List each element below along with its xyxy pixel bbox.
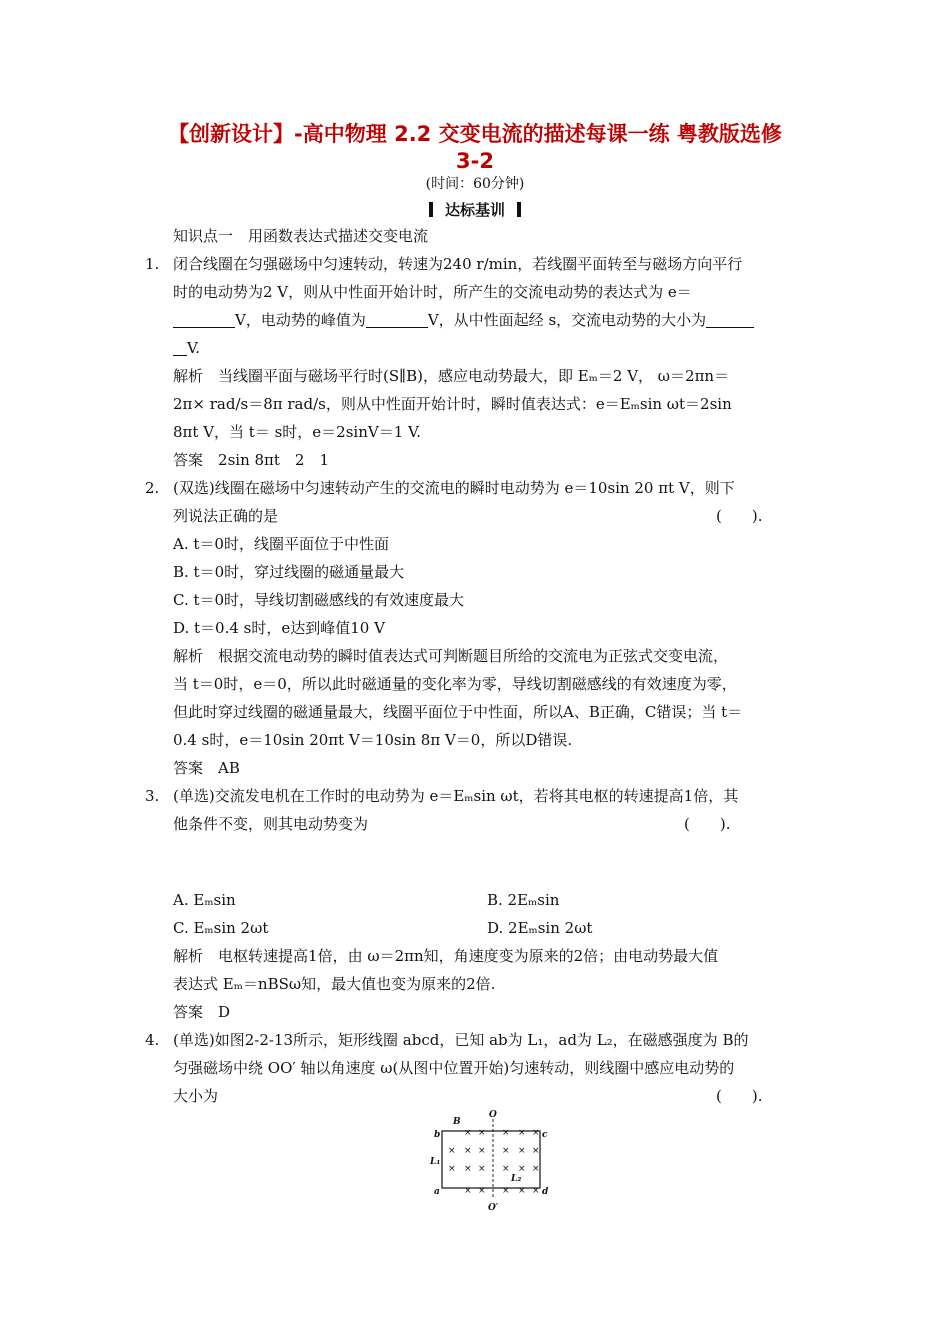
q1-analysis-1: 解析 当线圈平面与磁场平行时(S∥B)，感应电动势最大，即 Eₘ＝2 V， ω＝2πn＝ [173, 367, 730, 385]
field-mark: × [532, 1146, 540, 1156]
q4-line-2: 匀强磁场中绕 OO′ 轴以角速度 ω(从图中位置开始)匀速转动，则线圈中感应电动势的 [173, 1059, 735, 1077]
q2-number: 2. [145, 479, 160, 497]
field-mark: × [464, 1186, 472, 1196]
field-mark: × [532, 1186, 540, 1196]
coil-diagram [425, 1107, 555, 1212]
field-mark: × [464, 1164, 472, 1174]
field-mark: × [502, 1128, 510, 1138]
coil-rectangle [442, 1131, 540, 1188]
page-title [0, 121, 950, 175]
q3-line-2: 他条件不变，则其电动势变为 [173, 815, 369, 833]
field-mark: × [532, 1164, 540, 1174]
coil-figure [425, 1107, 555, 1212]
banner-left-bar [429, 202, 433, 217]
q3-analysis-1: 解析 电枢转速提高1倍，由 ω＝2πn知，角速度变为原来的2倍；由电动势最大值 [173, 947, 719, 965]
q1-analysis-2: 2π× rad/s＝8π rad/s，则从中性面开始计时，瞬时值表达式：e＝Eₘsin ωt＝2sin [173, 395, 732, 413]
field-mark: × [518, 1128, 526, 1138]
q4-line-3: 大小为 [173, 1087, 219, 1105]
answer-blank[interactable] [173, 340, 187, 356]
q1-line-3: V，电动势的峰值为 V，从中性面起经 s，交流电动势的大小为 [173, 310, 754, 330]
q2-answer-bracket[interactable]: ( ). [716, 507, 763, 525]
q2-line-1: (双选)线圈在磁场中匀速转动产生的交流电的瞬时电动势为 e＝10sin 20 πt V，则下 [173, 479, 735, 497]
answer-blank[interactable] [173, 312, 235, 328]
field-mark: × [448, 1146, 456, 1156]
q3-option-c[interactable]: C. Eₘsin 2ωt [173, 919, 269, 937]
time-note: (时间：60分钟) [425, 176, 525, 192]
q2-option-b[interactable]: B. t＝0时，穿过线圈的磁通量最大 [173, 563, 405, 581]
field-mark: × [478, 1128, 486, 1138]
q4-line-1: (单选)如图2-2-13所示，矩形线圈 abcd，已知 ab为 L₁，ad为 L₂，在磁感强度为 B的 [173, 1031, 749, 1049]
knowledge-point: 知识点一 用函数表达式描述交变电流 [173, 227, 429, 245]
q3-option-d[interactable]: D. 2Eₘsin 2ωt [487, 919, 593, 937]
field-mark: × [478, 1186, 486, 1196]
banner-right-bar [517, 202, 521, 217]
label-corner-a: a [434, 1187, 440, 1197]
label-o-top: O [489, 1110, 497, 1120]
q2-option-c[interactable]: C. t＝0时，导线切割磁感线的有效速度最大 [173, 591, 465, 609]
title-line-2: 3-2 [456, 149, 494, 173]
q1-answer: 答案 2sin 8πt 2 1 [173, 451, 330, 469]
q2-analysis-4: 0.4 s时，e＝10sin 20πt V＝10sin 8π V＝0，所以D错误. [173, 731, 573, 749]
field-mark: × [464, 1128, 472, 1138]
q4-answer-bracket[interactable]: ( ). [716, 1087, 763, 1105]
q3-line-1: (单选)交流发电机在工作时的电动势为 e＝Eₘsin ωt，若将其电枢的转速提高1倍，其 [173, 787, 739, 805]
field-mark: × [478, 1164, 486, 1174]
label-corner-c: c [542, 1130, 548, 1140]
q4-number: 4. [145, 1031, 160, 1049]
label-l1: L₁ [430, 1157, 441, 1167]
label-b-field: B [453, 1117, 461, 1127]
q3-analysis-2: 表达式 Eₘ＝nBSω知，最大值也变为原来的2倍. [173, 975, 496, 993]
answer-blank[interactable] [706, 312, 754, 328]
title-line-1: 【创新设计】-高中物理 2.2 交变电流的描述每课一练 粤教版选修 [168, 122, 782, 146]
section-title: 达标基训 [444, 201, 505, 219]
field-mark: × [464, 1146, 472, 1156]
q2-analysis-1: 解析 根据交流电动势的瞬时值表达式可判断题目所给的交流电为正弦式交变电流， [173, 647, 729, 665]
magnetic-field-marks [448, 1128, 540, 1196]
field-mark: × [518, 1164, 526, 1174]
field-mark: × [502, 1146, 510, 1156]
field-mark: × [478, 1146, 486, 1156]
answer-blank[interactable] [366, 312, 428, 328]
q2-answer: 答案 AB [173, 759, 240, 777]
label-l2: L₂ [511, 1174, 522, 1184]
label-corner-d: d [542, 1187, 549, 1197]
field-mark: × [448, 1164, 456, 1174]
field-mark: × [502, 1164, 510, 1174]
q3-option-b[interactable]: B. 2Eₘsin [487, 891, 560, 909]
q2-option-a[interactable]: A. t＝0时，线圈平面位于中性面 [173, 535, 389, 553]
q2-line-2: 列说法正确的是 [173, 507, 279, 525]
q2-analysis-3: 但此时穿过线圈的磁通量最大，线圈平面位于中性面，所以A、B正确，C错误；当 t＝ [173, 703, 743, 721]
field-mark: × [518, 1186, 526, 1196]
field-mark: × [532, 1128, 540, 1138]
section-banner [0, 199, 950, 220]
label-o-bottom: O′ [488, 1203, 499, 1212]
q1-number: 1. [145, 255, 160, 273]
q3-number: 3. [145, 787, 160, 805]
q1-line-4: V. [173, 338, 200, 358]
field-mark: × [502, 1186, 510, 1196]
field-mark: × [518, 1146, 526, 1156]
q3-option-a[interactable]: A. Eₘsin [173, 891, 236, 909]
q3-answer-bracket[interactable]: ( ). [684, 815, 731, 833]
q1-analysis-3: 8πt V，当 t＝ s时，e＝2sinV＝1 V. [173, 423, 421, 441]
q1-line-2: 时的电动势为2 V，则从中性面开始计时，所产生的交流电动势的表达式为 e＝ [173, 283, 692, 301]
q3-answer: 答案 D [173, 1003, 231, 1021]
q2-analysis-2: 当 t＝0时，e＝0，所以此时磁通量的变化率为零，导线切割磁感线的有效速度为零， [173, 675, 737, 693]
label-corner-b: b [434, 1130, 441, 1140]
q2-option-d[interactable]: D. t＝0.4 s时，e达到峰值10 V [173, 619, 385, 637]
q1-line-1: 闭合线圈在匀强磁场中匀速转动，转速为240 r/min，若线圈平面转至与磁场方向平行 [173, 255, 743, 273]
